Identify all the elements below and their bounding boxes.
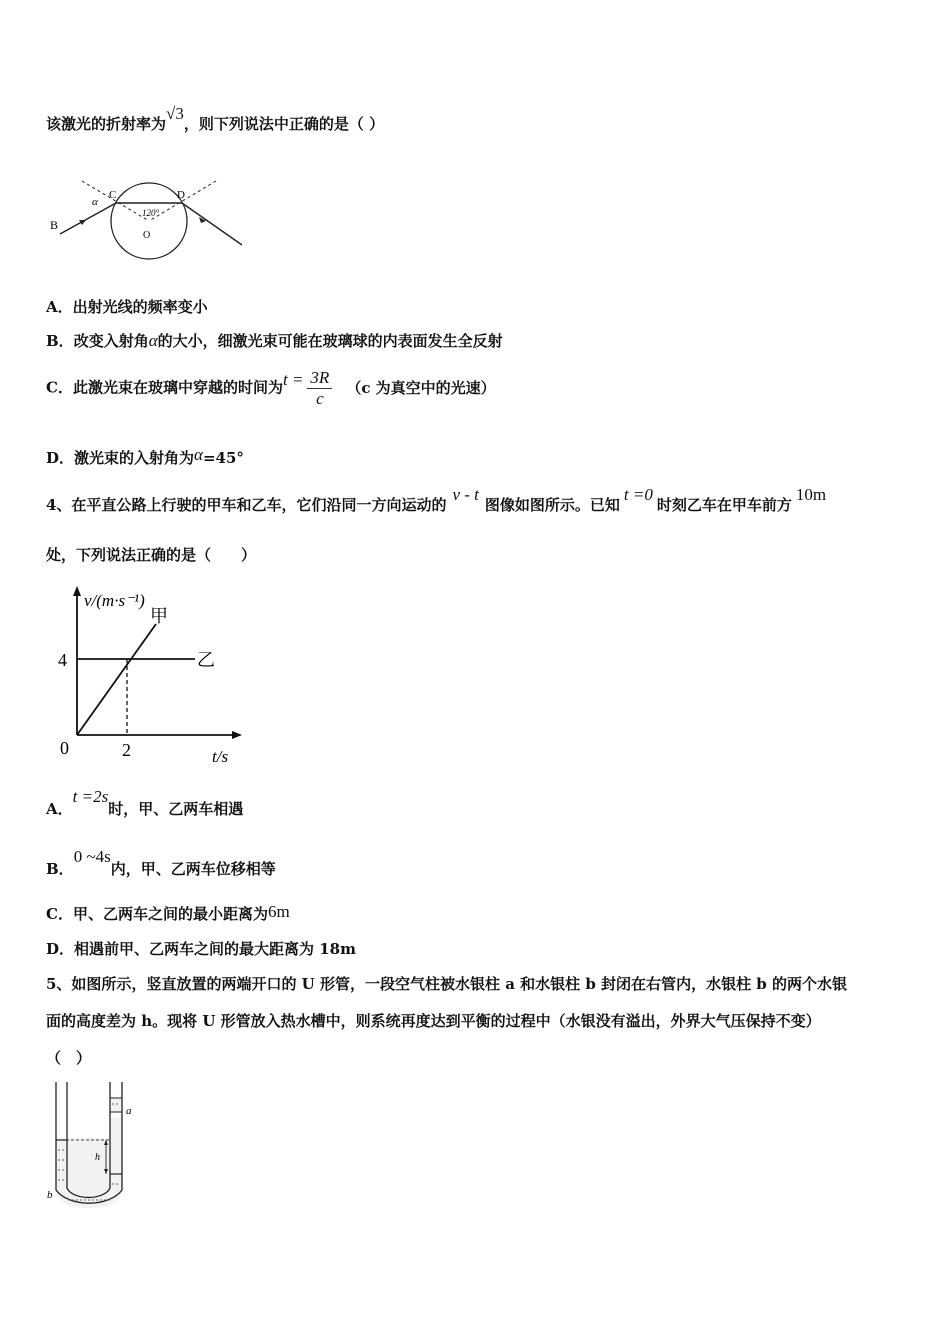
q4-jia-label: 甲 — [150, 606, 168, 626]
q5-stem-text: （ ） — [46, 1049, 92, 1067]
option-text: 内，甲、乙两车位移相等 — [110, 860, 276, 878]
q5-label-b: b — [47, 1189, 53, 1201]
option-text: 甲、乙两车之间的最小距离为 — [72, 905, 268, 923]
q3-stem-suffix: ，则下列说法中正确的是（ ） — [183, 115, 385, 133]
q5-stem-line1 — [46, 973, 847, 994]
q4-yi-label: 乙 — [197, 650, 215, 670]
q3-option-a — [46, 296, 208, 317]
option-math: α — [194, 445, 203, 464]
option-text: 出射光线的频率变小 — [72, 298, 208, 316]
q3-option-d — [46, 447, 244, 468]
q3-label-b: B — [50, 218, 59, 232]
q4-stem-math: t =0 — [623, 485, 653, 504]
option-letter: C． — [46, 378, 73, 397]
q3-sphere-figure — [46, 165, 246, 270]
fraction-numerator: 3R — [307, 368, 332, 389]
q4-stem-text: 4、在平直公路上行驶的甲车和乙车，它们沿同一方向运动的 — [46, 496, 447, 514]
q3-label-o: O — [143, 230, 151, 241]
q4-option-d — [46, 938, 356, 959]
option-math: 6m — [267, 902, 290, 921]
q5-stem-text: 5、如图所示，竖直放置的两端开口的 U 形管，一段空气柱被水银柱 a 和水银柱 b 封闭在右管内，水银柱 b 的两个水银 — [46, 975, 847, 993]
q4-stem-text: 处，下列说法正确的是（ ） — [46, 546, 257, 564]
option-math: t = — [282, 369, 304, 389]
q4-origin-label: 0 — [60, 738, 69, 758]
q3-stem — [46, 104, 385, 134]
option-letter: A． — [46, 298, 73, 316]
q4-stem-math: v - t — [452, 485, 479, 504]
option-text: =45° — [202, 449, 244, 467]
q4-vt-graph — [50, 582, 250, 770]
q5-label-a: a — [126, 1105, 132, 1117]
q3-label-angle: 120° — [142, 208, 160, 218]
q4-stem-line2 — [46, 544, 256, 565]
q4-option-c — [46, 903, 290, 924]
option-text: 激光束的入射角为 — [74, 449, 195, 467]
q3-label-alpha: α — [92, 196, 98, 208]
q4-stem-text: 图像如图所示。已知 — [484, 496, 620, 514]
q4-stem-text: 时刻乙车在甲车前方 — [656, 496, 792, 514]
q5-label-h: h — [95, 1152, 100, 1163]
q4-option-a — [46, 787, 244, 819]
option-letter: B． — [46, 332, 74, 350]
q5-stem-line2 — [46, 1010, 821, 1031]
q4-stem-math: 10m — [795, 485, 827, 504]
q3-stem-prefix: 该激光的折射率为 — [46, 115, 167, 133]
option-letter: D． — [46, 940, 75, 958]
option-letter: D． — [46, 449, 75, 467]
q4-option-b — [46, 847, 276, 879]
q3-stem-math: √3 — [166, 104, 184, 123]
option-text: 改变入射角 — [73, 332, 149, 350]
option-math: 0 ~4s — [73, 847, 111, 866]
q5-stem-line3 — [46, 1047, 91, 1068]
option-math: α — [148, 331, 158, 350]
q4-x-axis-label: t/s — [212, 747, 229, 766]
q4-stem-line1 — [46, 485, 827, 515]
q4-x-tick-label: 2 — [122, 740, 131, 760]
q4-y-axis-label: v/(m·s⁻¹) — [84, 591, 145, 610]
q3-option-b — [46, 330, 503, 351]
option-fraction — [307, 368, 332, 409]
q3-label-c: C — [109, 189, 117, 201]
option-letter: B． — [46, 860, 74, 878]
option-text: 此激光束在玻璃中穿越的时间为 — [72, 378, 283, 397]
option-math: t =2s — [72, 787, 109, 806]
option-text: 时，甲、乙两车相遇 — [108, 800, 244, 818]
q5-u-tube-figure — [46, 1080, 146, 1215]
option-text: （c 为真空中的光速） — [346, 378, 496, 397]
option-text: 相遇前甲、乙两车之间的最大距离为 18m — [74, 940, 356, 958]
option-letter: A． — [46, 800, 73, 818]
option-letter: C． — [46, 905, 73, 923]
q5-stem-text: 面的高度差为 h。现将 U 形管放入热水槽中，则系统再度达到平衡的过程中（水银没有溢出，外界大气压保持不变） — [46, 1012, 821, 1030]
option-text: 的大小，细激光束可能在玻璃球的内表面发生全反射 — [157, 332, 503, 350]
q3-label-d: D — [177, 189, 185, 201]
q4-y-tick-label: 4 — [58, 650, 67, 670]
fraction-denominator: c — [316, 389, 324, 408]
q3-option-c — [46, 368, 496, 409]
